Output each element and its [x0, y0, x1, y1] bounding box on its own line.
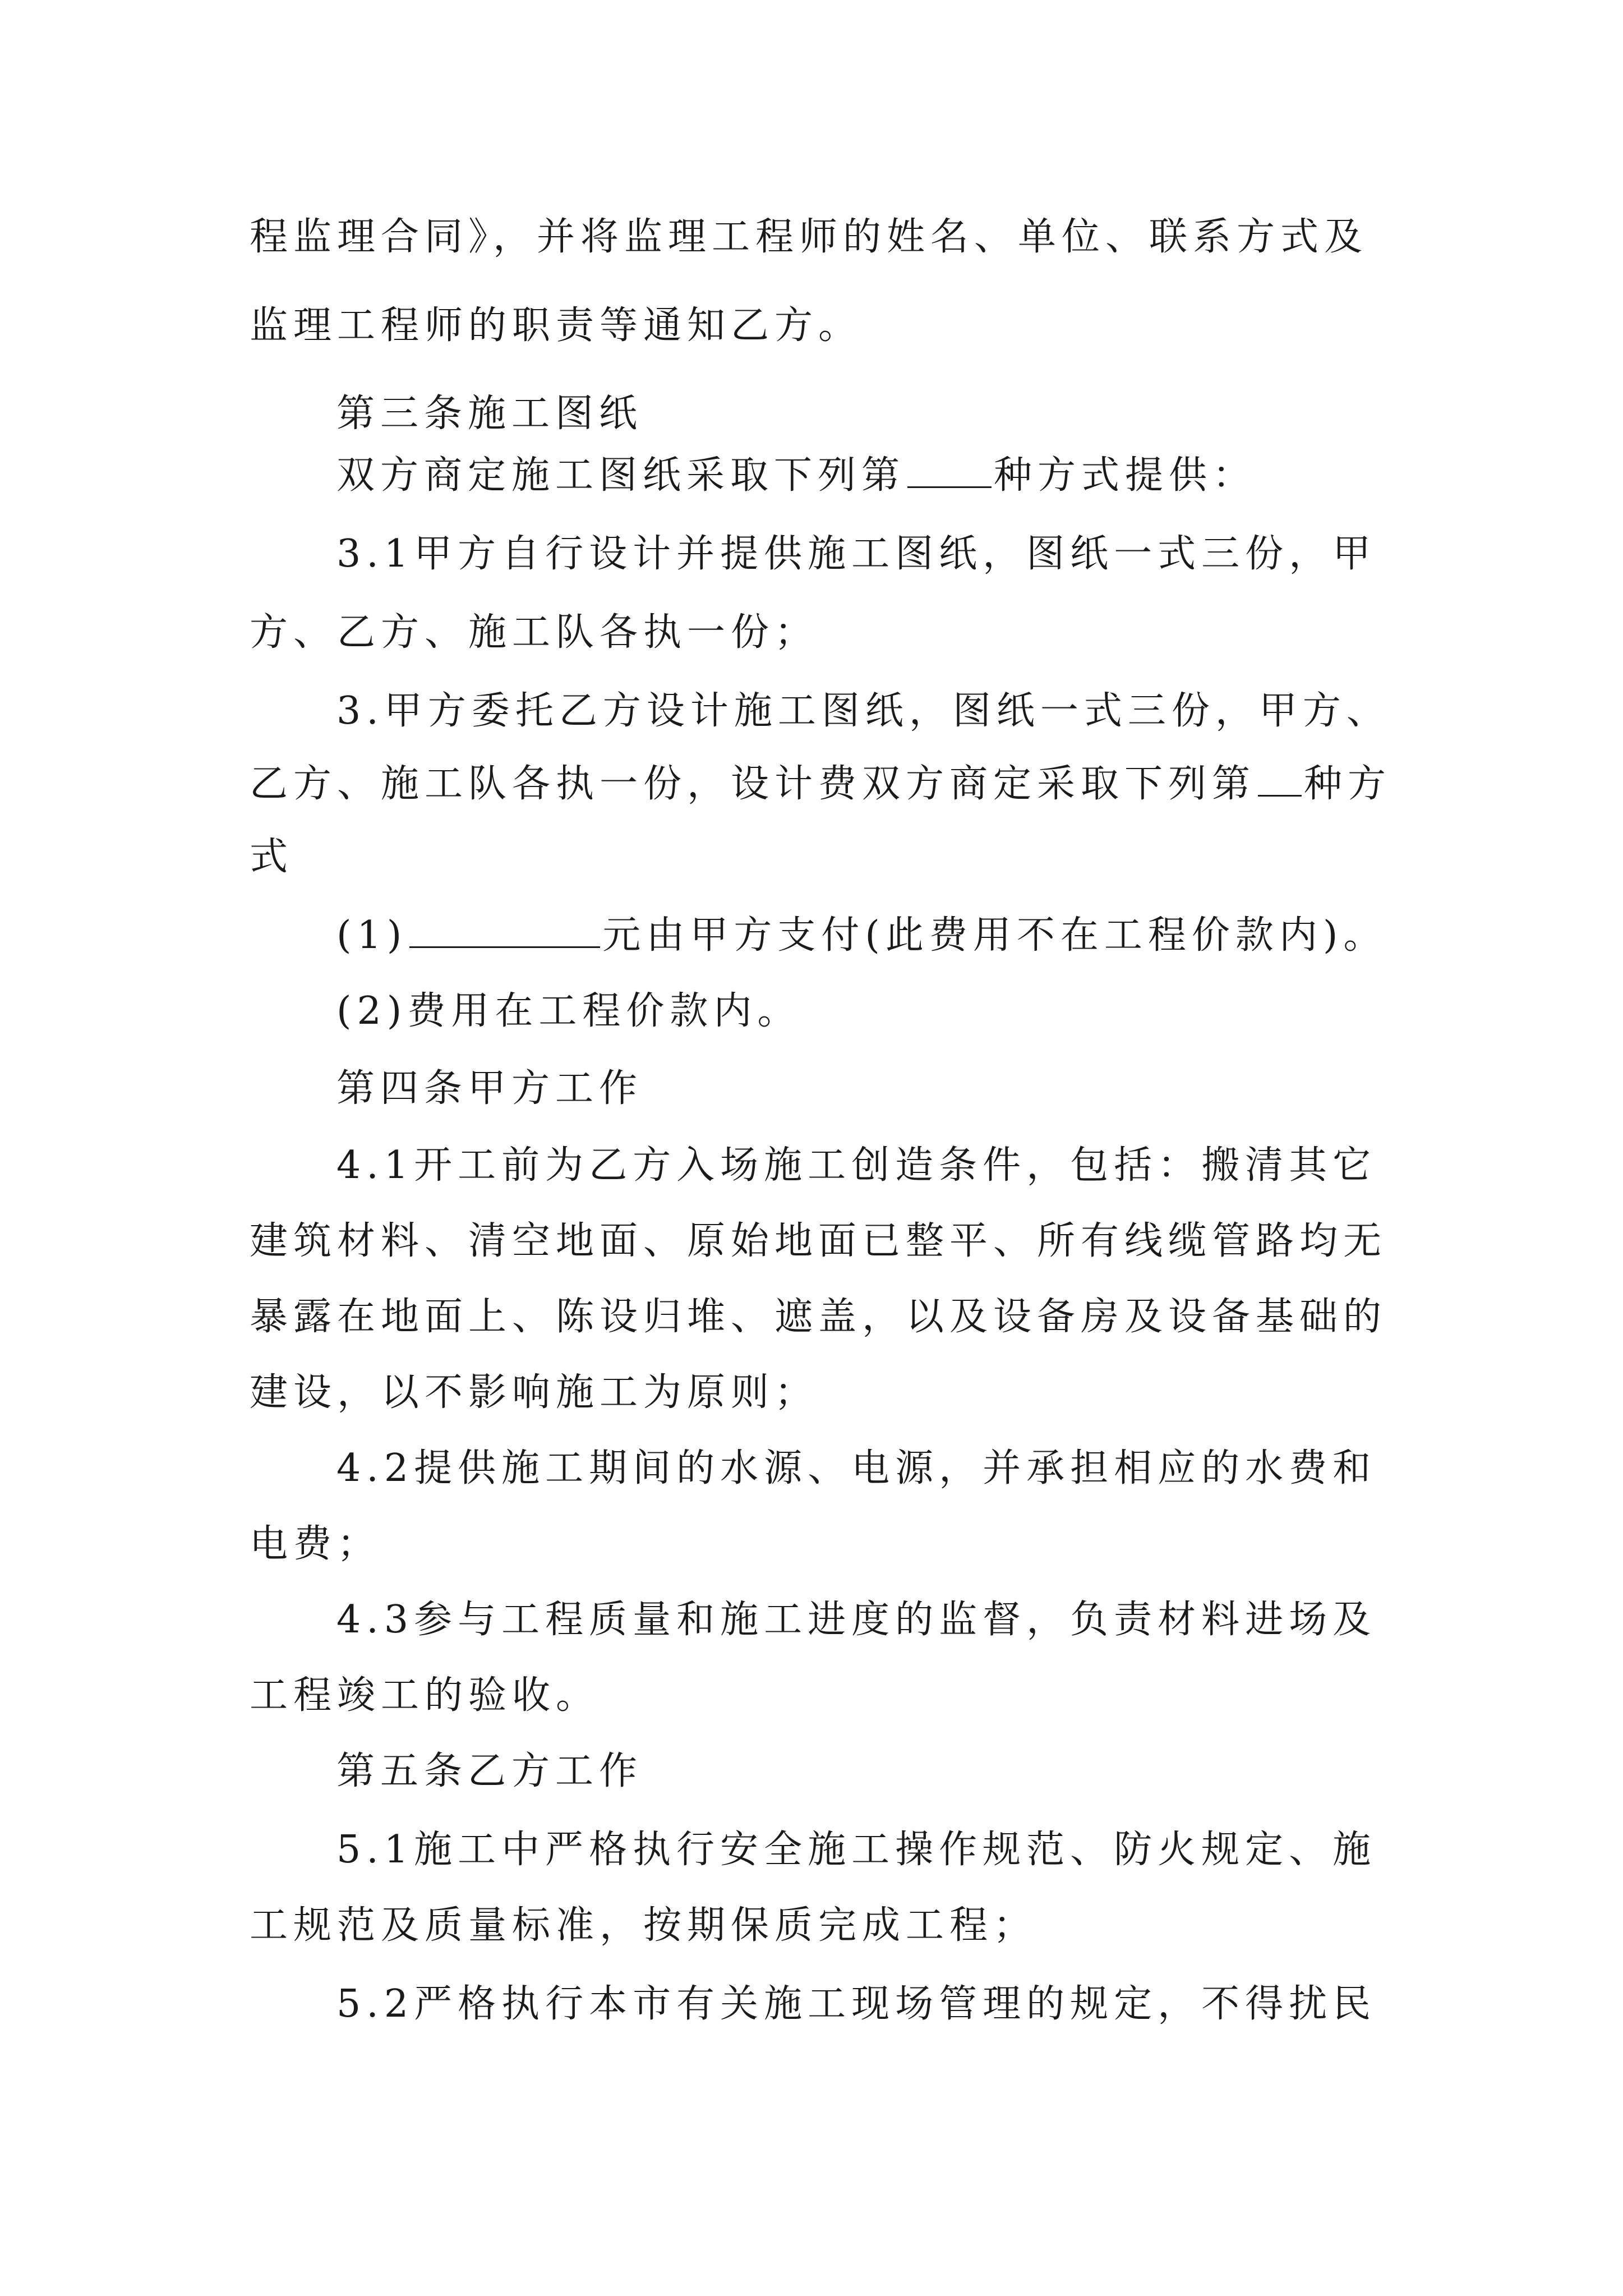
section-heading: [336, 1062, 643, 1116]
section-heading-text: 第四条甲方工作: [336, 1066, 643, 1111]
text-span: (2)费用在工程价款内。: [336, 989, 801, 1033]
text-line: [250, 1290, 1387, 1344]
text-line: [250, 1214, 1387, 1268]
text-span: (1): [336, 913, 408, 958]
text-span: 工程竣工的验收。: [250, 1673, 600, 1718]
text-line: [250, 1366, 818, 1420]
text-line: [336, 1823, 1376, 1877]
text-line: [336, 909, 1387, 963]
text-span: 种方式提供：: [994, 453, 1257, 498]
text-span: 种方: [1304, 762, 1392, 806]
text-span: 暴露在地面上、陈设归堆、遮盖，以及设备房及设备基础的: [250, 1295, 1387, 1339]
text-span: 监理工程师的职责等通知乙方。: [250, 303, 863, 348]
text-line: [250, 830, 293, 884]
text-line: [336, 1593, 1376, 1647]
text-span: 4.1开工前为乙方入场施工创造条件，包括：搬清其它: [336, 1143, 1377, 1188]
text-span: 3.1甲方自行设计并提供施工图纸，图纸一式三份，甲: [336, 532, 1377, 576]
text-line: [250, 210, 1368, 264]
text-span: 4.2提供施工期间的水源、电源，并承担相应的水费和: [336, 1446, 1377, 1490]
fill-in-blank: [907, 452, 992, 488]
text-span: 工规范及质量标准，按期保质完成工程；: [250, 1903, 1038, 1948]
text-line: [336, 527, 1376, 581]
section-heading: [336, 1745, 643, 1798]
text-line: [250, 299, 862, 353]
text-span: 方、乙方、施工队各执一份；: [250, 610, 819, 655]
text-span: 3.甲方委托乙方设计施工图纸，图纸一式三份，甲方、: [336, 689, 1390, 733]
text-span: 乙方、施工队各执一份，设计费双方商定采取下列第: [250, 762, 1256, 806]
text-line: [336, 1977, 1376, 2031]
text-line: [250, 606, 818, 660]
text-span: 双方商定施工图纸采取下列第: [336, 453, 906, 498]
section-heading-text: 第三条施工图纸: [336, 392, 643, 436]
text-span: 电费；: [250, 1522, 381, 1566]
text-span: 4.3参与工程质量和施工进度的监督，负责材料进场及: [336, 1598, 1377, 1642]
text-span: 元由甲方支付(此费用不在工程价款内)。: [602, 913, 1387, 958]
text-span: 程监理合同》，并将监理工程师的姓名、单位、联系方式及: [250, 215, 1368, 259]
text-span: 5.1施工中严格执行安全施工操作规范、防火规定、施: [336, 1828, 1377, 1872]
text-span: 式: [250, 835, 294, 879]
fill-in-blank: [1258, 760, 1302, 797]
text-line: [336, 1442, 1376, 1496]
text-span: 建设，以不影响施工为原则；: [250, 1370, 819, 1415]
text-line: [250, 1517, 381, 1571]
text-line: [336, 1139, 1376, 1193]
section-heading: [336, 387, 643, 441]
fill-in-blank: [409, 912, 600, 948]
text-line: [336, 449, 1256, 503]
text-line: [250, 757, 1391, 811]
text-span: 5.2严格执行本市有关施工现场管理的规定，不得扰民: [336, 1982, 1377, 2026]
text-line: [336, 684, 1390, 738]
section-heading-text: 第五条乙方工作: [336, 1749, 643, 1793]
text-line: [250, 1899, 1037, 1953]
text-span: 建筑材料、清空地面、原始地面已整平、所有线缆管路均无: [250, 1219, 1387, 1263]
text-line: [336, 984, 801, 1038]
text-line: [250, 1669, 600, 1723]
